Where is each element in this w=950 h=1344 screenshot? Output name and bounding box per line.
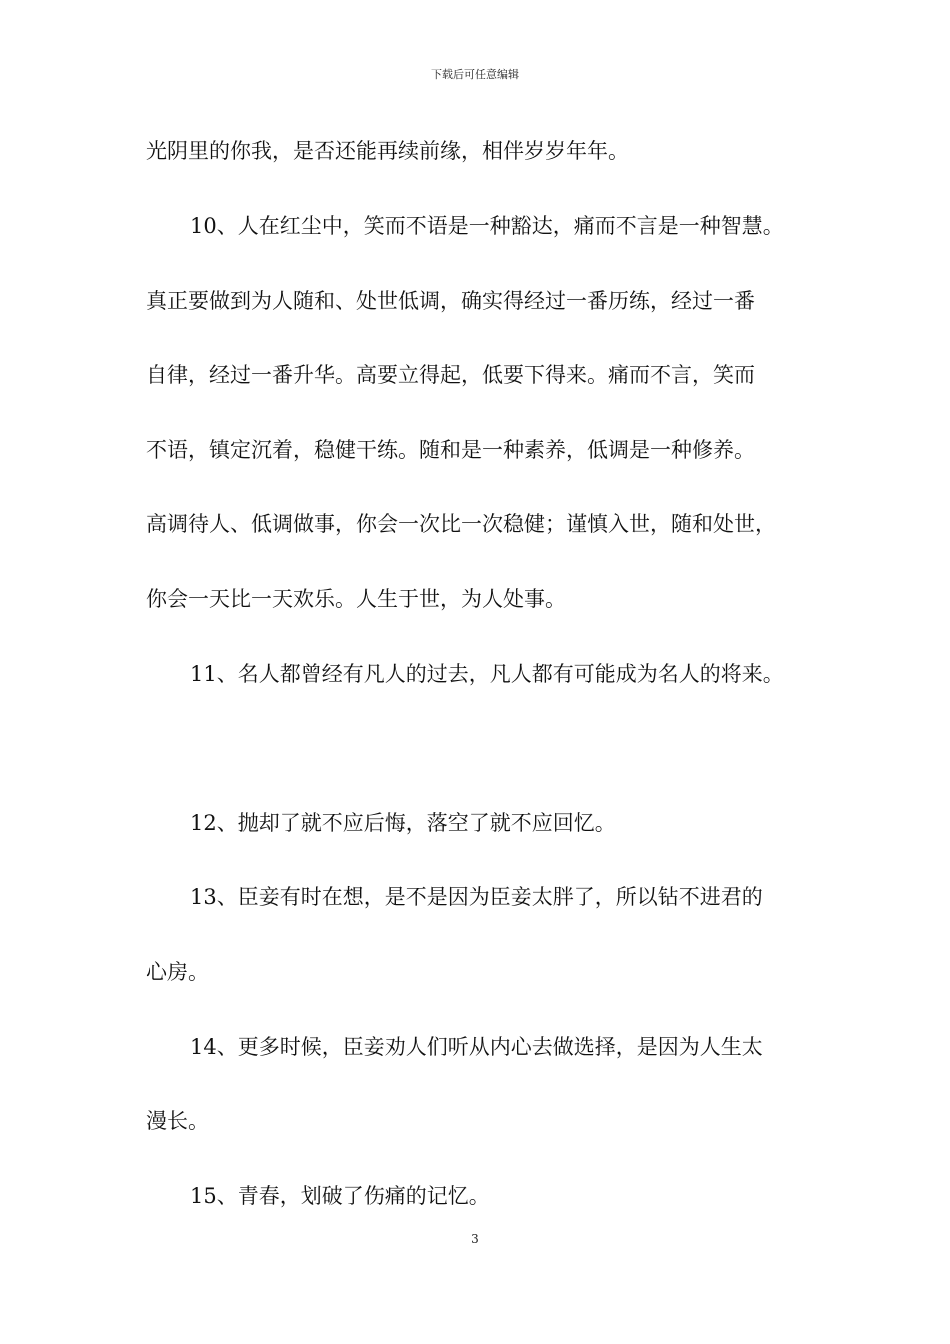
paragraph-line: 11、名人都曾经有凡人的过去，凡人都有可能成为名人的将来。 bbox=[190, 662, 784, 686]
paragraph-line: 10、人在红尘中，笑而不语是一种豁达，痛而不言是一种智慧。 bbox=[190, 214, 784, 238]
paragraph-line: 14、更多时候，臣妾劝人们听从内心去做选择，是因为人生太 bbox=[190, 1035, 763, 1059]
page-header: 下载后可任意编辑 bbox=[431, 68, 519, 81]
paragraph-line: 心房。 bbox=[146, 960, 209, 984]
paragraph-line: 13、臣妾有时在想，是不是因为臣妾太胖了，所以钻不进君的 bbox=[190, 885, 763, 909]
page-number: 3 bbox=[471, 1232, 479, 1246]
paragraph-line: 高调待人、低调做事，你会一次比一次稳健；谨慎入世，随和处世， bbox=[146, 512, 776, 536]
paragraph-line: 你会一天比一天欢乐。人生于世，为人处事。 bbox=[146, 587, 566, 611]
paragraph-line: 自律，经过一番升华。高要立得起，低要下得来。痛而不言，笑而 bbox=[146, 363, 755, 387]
paragraph-line: 12、抛却了就不应后悔，落空了就不应回忆。 bbox=[190, 811, 616, 835]
paragraph-line: 15、青春，划破了伤痛的记忆。 bbox=[190, 1184, 490, 1208]
paragraph-line: 不语，镇定沉着，稳健干练。随和是一种素养，低调是一种修养。 bbox=[146, 438, 755, 462]
paragraph-line: 光阴里的你我，是否还能再续前缘，相伴岁岁年年。 bbox=[146, 139, 629, 163]
paragraph-line: 真正要做到为人随和、处世低调，确实得经过一番历练，经过一番 bbox=[146, 289, 755, 313]
paragraph-line: 漫长。 bbox=[146, 1109, 209, 1133]
